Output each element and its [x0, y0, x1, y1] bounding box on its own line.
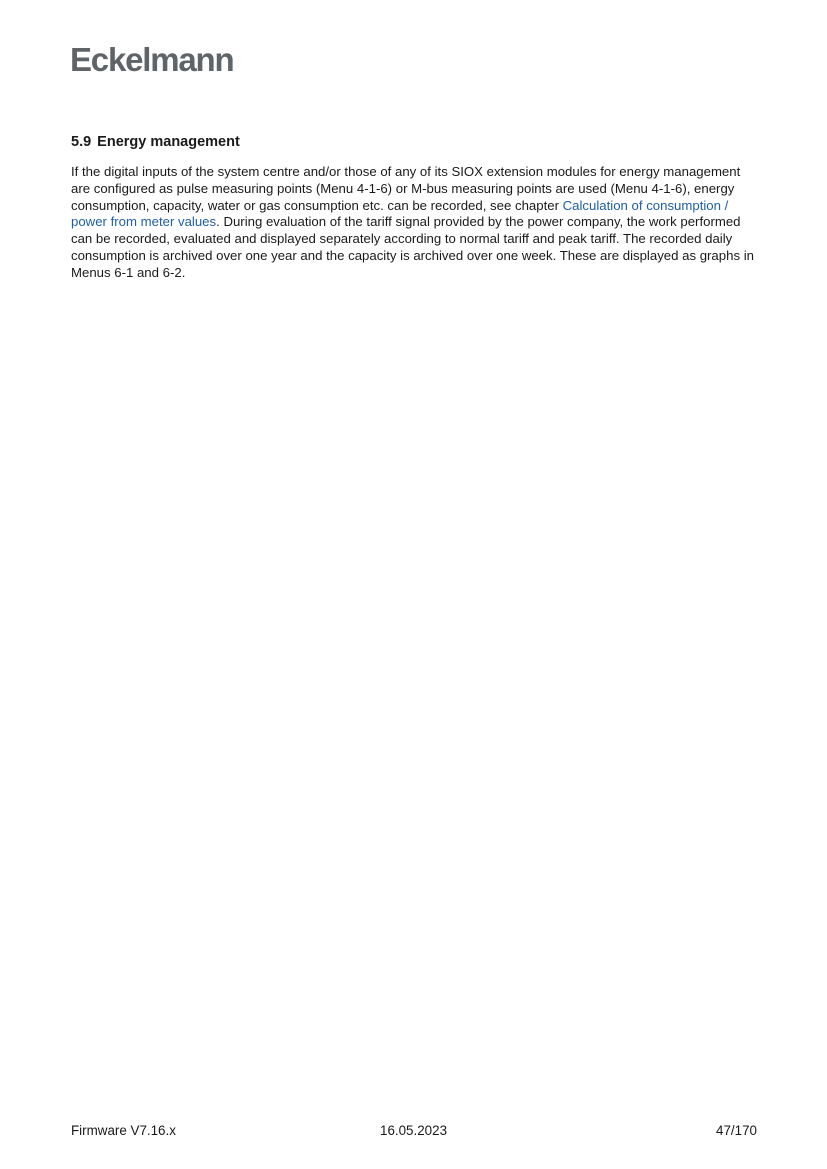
section-number: 5.9 — [71, 134, 92, 150]
footer-firmware: Firmware V7.16.x — [71, 1123, 176, 1138]
chapter-link[interactable]: Calculation of consumption / power from meter values — [71, 197, 729, 230]
energy-management-section — [71, 132, 761, 282]
footer-page-number: 47/170 — [716, 1123, 757, 1138]
eckelmann-logo: Eckelmann — [70, 41, 234, 78]
paragraph-text-before-link: If the digital inputs of the system centre and/or those of any of its SIOX extension modules for energy management are configured as pulse measuring points (Menu 4-1-6) or M-bus measuring points are used (Menu 4-1-6), energy consumption, capacity, water or gas consumption etc. can be recorded, see chapter — [71, 164, 741, 213]
footer-date: 16.05.2023 — [380, 1123, 448, 1138]
section-title: Energy management — [97, 134, 240, 150]
section-paragraph — [71, 164, 761, 282]
paragraph-text-after-link: . During evaluation of the tariff signal provided by the power company, the work performed can be recorded, evaluated and displayed separately according to normal tariff and peak tariff. The recorded daily consumption is archived over one year and the capacity is archived over one week. These are displayed as graphs in Menus 6-1 and 6-2. — [71, 214, 754, 280]
section-heading — [71, 132, 761, 152]
